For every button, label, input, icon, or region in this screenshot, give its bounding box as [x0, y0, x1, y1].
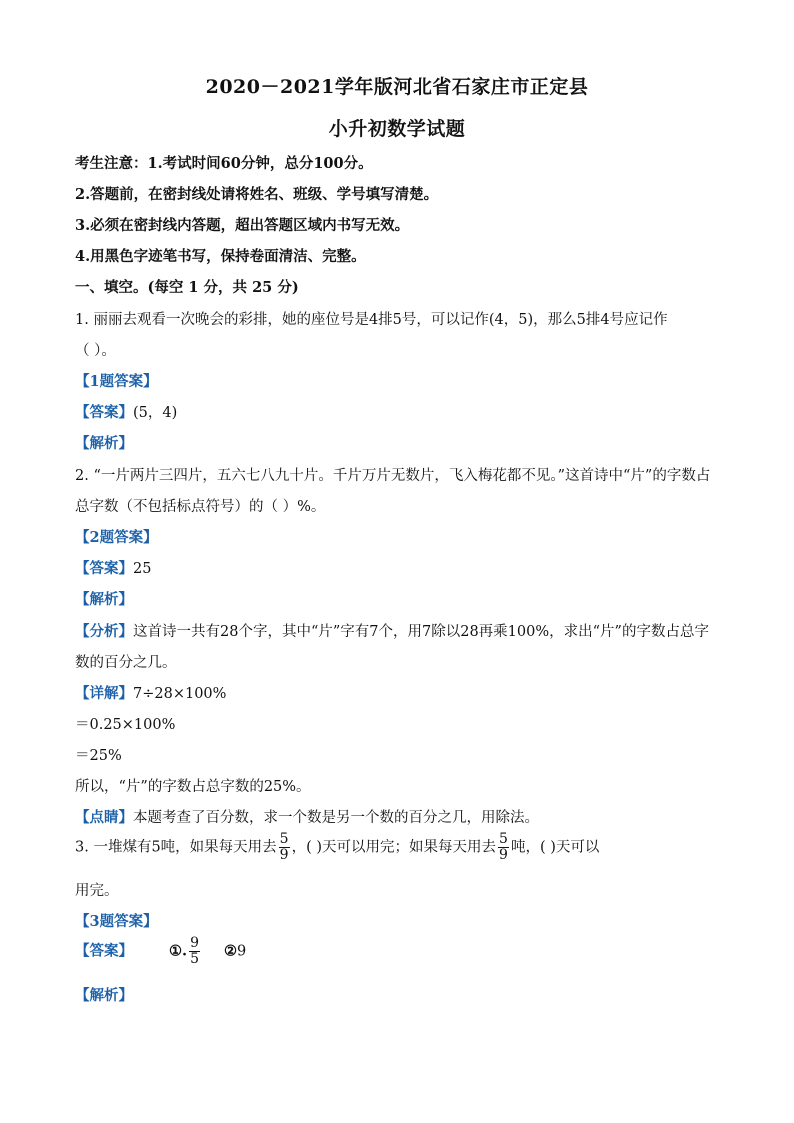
q3-answer-tag: 【3题答案】 — [75, 913, 158, 930]
q1-text-line-2: （ ）。 — [75, 343, 116, 359]
q2-detail-line-1 — [75, 682, 226, 703]
q2-answer-value: 25 — [133, 561, 152, 577]
q3-fraction-1-numerator: 5 — [279, 831, 289, 847]
q2-fenxi-line-2: 数的百分之几。 — [75, 655, 177, 671]
q3-text-line-2: 用完。 — [75, 883, 119, 899]
document-title: 2020－2021学年版河北省石家庄市正定县 — [205, 76, 589, 98]
q2-dianjing-text: 本题考查了百分数，求一个数是另一个数的百分之几，用除法。 — [133, 810, 539, 826]
q3-answer-1-marker: ①. — [169, 942, 188, 960]
q3-text-part-1: 3. 一堆煤有5吨，如果每天用去 — [75, 839, 277, 856]
q1-answer-tag: 【1题答案】 — [75, 373, 158, 390]
q2-answer — [75, 557, 151, 578]
q3-answer-2-marker: ② — [223, 942, 237, 960]
document-subtitle: 小升初数学试题 — [328, 118, 466, 140]
q2-dianjing — [75, 806, 539, 827]
q3-analysis-label: 【解析】 — [75, 987, 133, 1004]
q3-fraction-2-denominator: 9 — [499, 847, 508, 863]
q3-answer-1-fraction — [189, 936, 200, 967]
q2-answer-label: 【答案】 — [75, 560, 133, 577]
q2-fenxi-line-1 — [75, 620, 709, 641]
q3-answer — [75, 936, 246, 967]
q1-answer — [75, 401, 177, 422]
q2-fenxi-text: 这首诗一共有28个字，其中“片”字有7个，用7除以28再乘100%，求出“片”的字数占总字 — [133, 624, 709, 640]
q2-detail-step-1: 7÷28×100% — [133, 686, 227, 702]
q2-fenxi-label: 【分析】 — [75, 623, 133, 640]
q3-answer-1-denominator: 5 — [190, 951, 199, 967]
q1-text-line-1: 1. 丽丽去观看一次晚会的彩排，她的座位号是4排5号，可以记作(4，5)，那么5排4号应记作 — [75, 312, 668, 328]
q2-analysis-label: 【解析】 — [75, 591, 133, 608]
q2-detail-conclusion: 所以，“片”的字数占总字数的25%。 — [75, 779, 311, 795]
notice-line-2: 2.答题前，在密封线处请将姓名、班级、学号填写清楚。 — [75, 186, 439, 203]
q2-dianjing-label: 【点睛】 — [75, 809, 133, 826]
q2-detail-step-2: ＝0.25×100% — [75, 717, 176, 733]
q2-detail-step-3: ＝25% — [75, 748, 122, 764]
notice-line-3: 3.必须在密封线内答题，超出答题区域内书写无效。 — [75, 217, 410, 234]
q2-answer-tag: 【2题答案】 — [75, 529, 158, 546]
q2-detail-label: 【详解】 — [75, 685, 133, 702]
q3-fraction-2 — [498, 832, 509, 863]
q2-text-line-1: 2. “一片两片三四片，五六七八九十片。千片万片无数片，飞入梅花都不见。”这首诗中“片”的字数占 — [75, 468, 711, 484]
q3-fraction-2-numerator: 5 — [499, 831, 508, 847]
q3-answer-1-numerator: 9 — [190, 935, 199, 951]
notice-line-4: 4.用黑色字迹笔书写，保持卷面清洁、完整。 — [75, 248, 366, 265]
q3-text-part-3: 吨，( )天可以 — [510, 839, 600, 856]
q3-text-part-2: ，( )天可以用完；如果每天用去 — [291, 839, 497, 856]
q1-analysis-label: 【解析】 — [75, 435, 133, 452]
q3-answer-label: 【答案】 — [75, 942, 133, 960]
q2-text-line-2: 总字数（不包括标点符号）的（ ）%。 — [75, 499, 326, 515]
q1-answer-value: (5，4) — [133, 405, 178, 421]
q3-answer-2-value: 9 — [236, 943, 247, 960]
q3-fraction-1 — [279, 832, 290, 863]
q1-answer-label: 【答案】 — [75, 404, 133, 421]
q3-fraction-1-denominator: 9 — [279, 847, 289, 863]
notice-line-1: 考生注意：1.考试时间60分钟，总分100分。 — [75, 155, 373, 172]
section-heading: 一、填空。(每空 1 分，共 25 分) — [75, 279, 299, 296]
q3-text-line-1 — [75, 832, 599, 863]
